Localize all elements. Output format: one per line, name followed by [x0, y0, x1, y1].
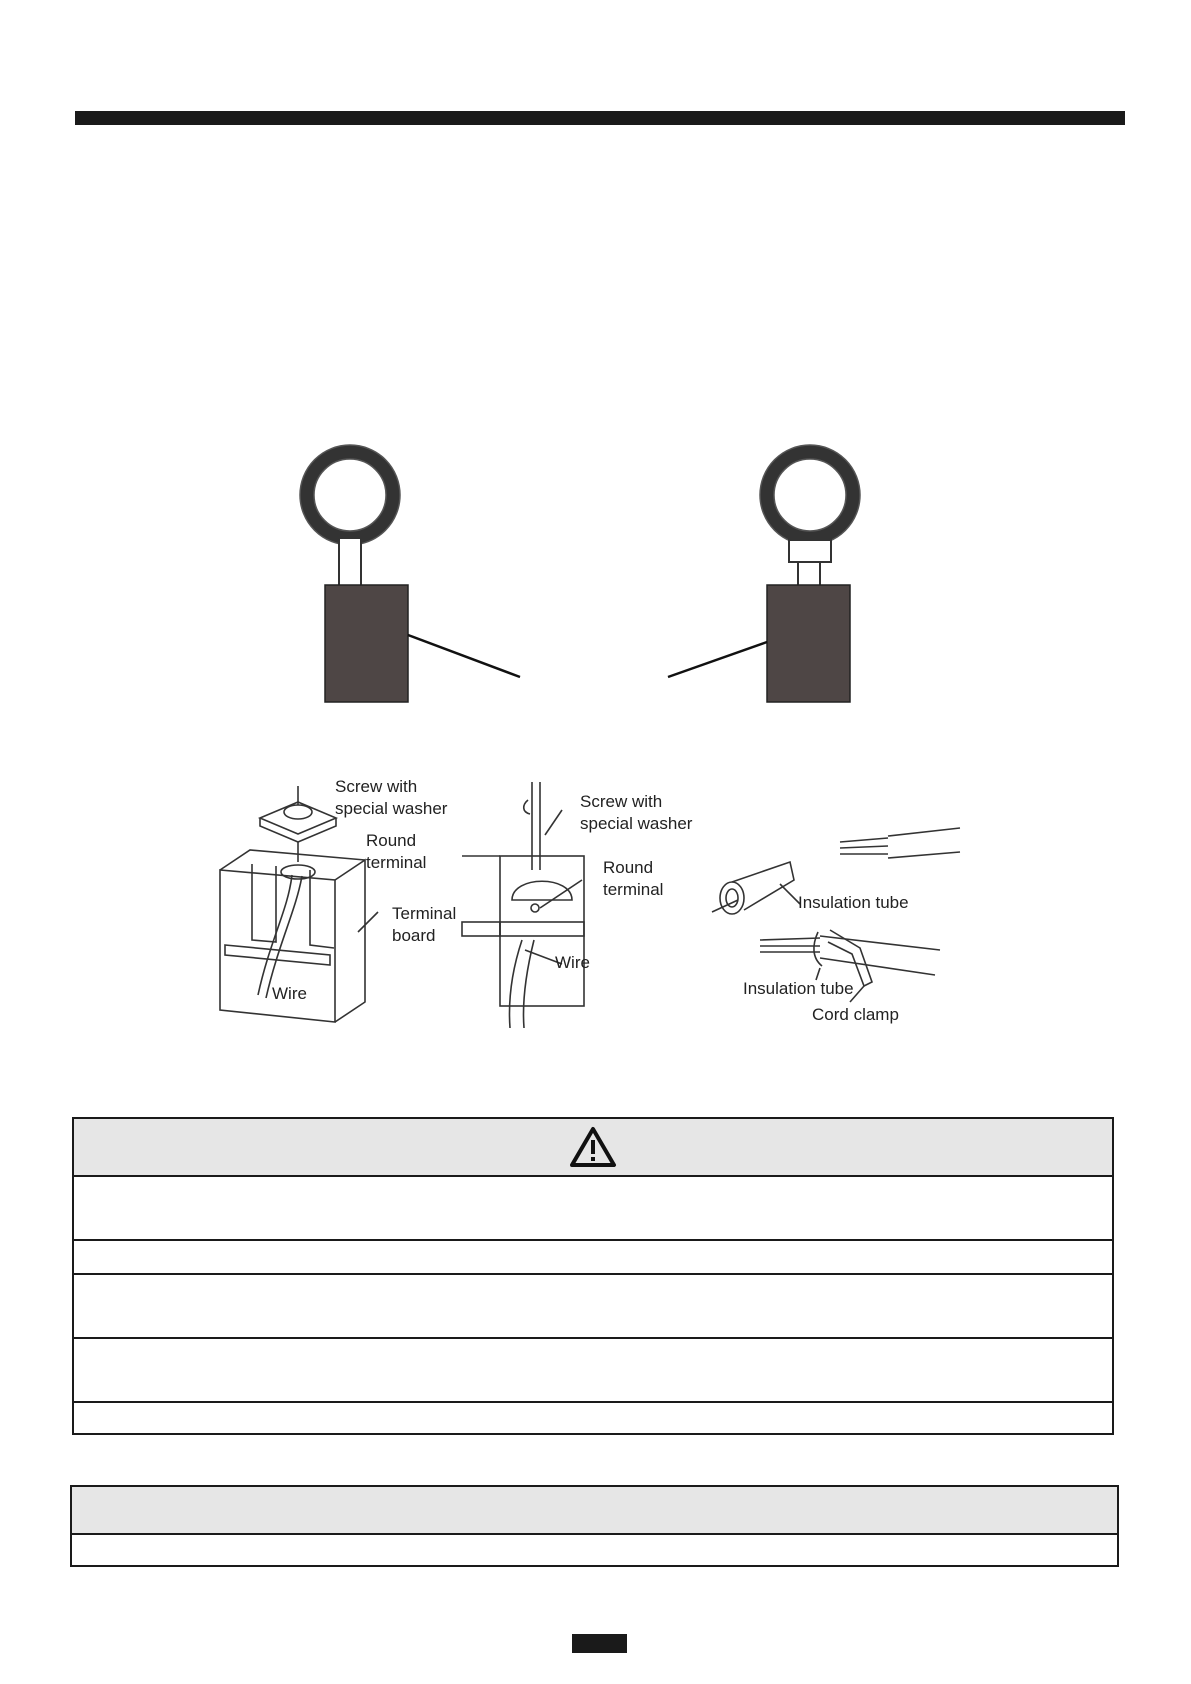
label-insulation-tube-1: Insulation tube	[798, 893, 909, 912]
note-table-header	[72, 1487, 1117, 1533]
warning-table-header	[74, 1119, 1112, 1175]
note-row	[72, 1533, 1117, 1565]
warning-row	[74, 1337, 1112, 1401]
page-number-tab	[572, 1634, 627, 1653]
warning-row	[74, 1273, 1112, 1337]
cross-section-drawing	[462, 782, 584, 1028]
note-table	[70, 1485, 1119, 1567]
warning-row	[74, 1239, 1112, 1273]
label-round-terminal-1-line2: terminal	[366, 853, 427, 872]
warning-row	[74, 1401, 1112, 1433]
warning-table	[72, 1117, 1114, 1435]
terminal-installation-figure	[200, 780, 990, 1030]
label-round-terminal-2-line2: terminal	[603, 880, 664, 899]
label-round-terminal-2-line1: Round	[603, 858, 654, 877]
leader-line-right	[668, 642, 767, 677]
leader-line-left	[408, 635, 520, 677]
label-round-terminal-1-line1: Round	[366, 831, 417, 850]
label-wire-2: Wire	[555, 953, 590, 972]
ring-terminal-figure	[290, 440, 910, 720]
ring-terminal-right	[760, 445, 860, 702]
label-screw-washer-1-line2: special washer	[335, 799, 448, 818]
ring-terminal-left	[300, 445, 408, 702]
label-insulation-tube-2: Insulation tube	[743, 979, 854, 998]
label-screw-washer-1-line1: Screw with	[335, 780, 418, 796]
warning-row	[74, 1175, 1112, 1239]
label-cord-clamp: Cord clamp	[812, 1005, 899, 1024]
label-screw-washer-2-line2: special washer	[580, 814, 693, 833]
label-terminal-board-line1: Terminal	[392, 904, 457, 923]
label-terminal-board-line2: board	[392, 926, 436, 945]
label-screw-washer-2-line1: Screw with	[580, 792, 663, 811]
label-wire-1: Wire	[272, 984, 307, 1003]
header-rule	[75, 111, 1125, 125]
insulation-tube-drawing	[712, 828, 960, 1002]
warning-triangle-icon	[569, 1126, 617, 1168]
